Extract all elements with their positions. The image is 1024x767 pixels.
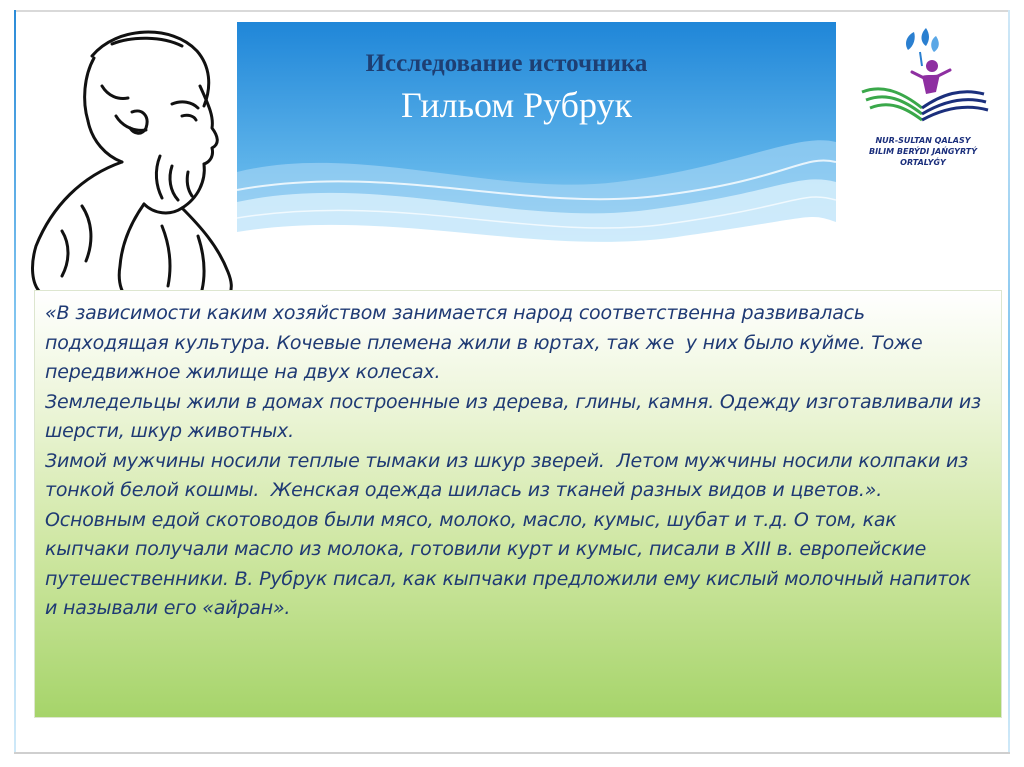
frame-left-line (14, 10, 16, 754)
title-block (237, 50, 836, 126)
body-text (45, 299, 985, 624)
portrait-drawing (22, 16, 240, 294)
organization-logo (842, 22, 1002, 172)
page-title: Исследование источника (365, 50, 648, 77)
content-textbox (34, 290, 1002, 718)
logo-caption (848, 135, 998, 168)
book-with-leaves-logo-icon (842, 22, 1002, 134)
paragraph-1: «В зависимости каким хозяйством занимается народ соответственна развивалась подходящая культура. Кочевые племена жили в юртах, так же у них было куйме. Тоже передвижное жилище на двух колесах. (45, 302, 929, 383)
paragraph-2: Земледельцы жили в домах построенные из дерева, глины, камня. Одежду изготавливали из шерсти, шкур животных. (45, 390, 987, 442)
paragraph-3: Зимой мужчины носили теплые тымаки из шкур зверей. Летом мужчины носили колпаки из тонкой белой кошмы. Женская одежда шилась из тканей разных видов и цветов.». (45, 449, 974, 501)
page-subtitle: Гильом Рубрук (400, 85, 633, 125)
bearded-man-portrait-icon (22, 16, 240, 294)
paragraph-4: Основным едой скотоводов были мясо, молоко, масло, кумыс, шубат и т.д. О том, как кыпчаки получали масло из молока, готовили курт и кумыс, писали в XIII в. европейские путешественники. В. Рубрук писал, как кыпчаки предложили ему кислый молочный напиток и называли его «айран». (45, 508, 977, 619)
frame-right-line (1008, 10, 1010, 754)
logo-caption-line1: NUR-SULTAN QALASY (875, 136, 971, 145)
frame-bottom-line (14, 752, 1010, 754)
logo-caption-line2: BILIM BERÝDI JAŃGYRTÝ ORTALYǴY (868, 147, 978, 167)
frame-top-line (14, 10, 1010, 12)
